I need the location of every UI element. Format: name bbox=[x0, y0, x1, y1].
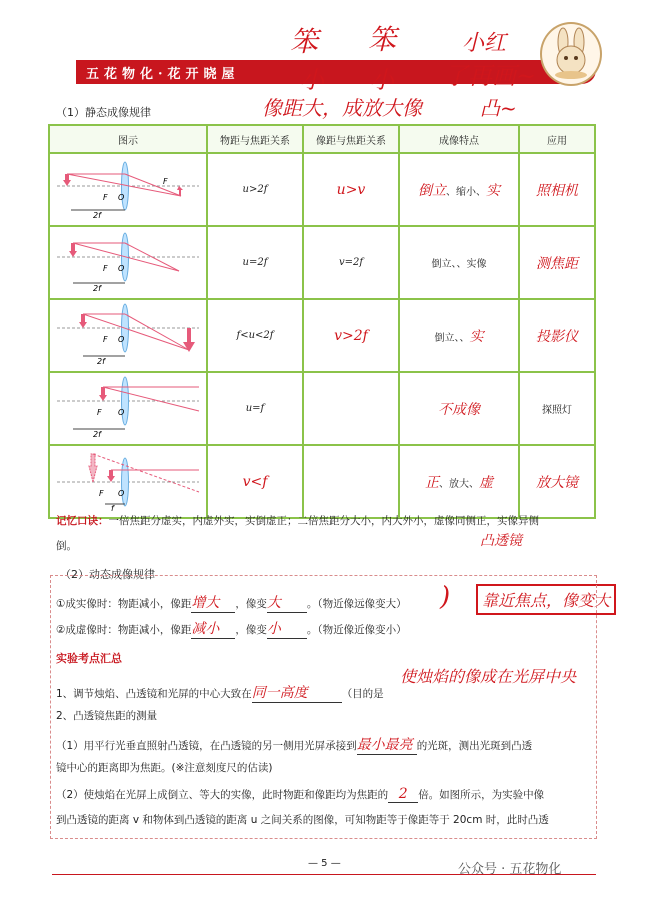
handwritten-answer: v<f bbox=[242, 473, 268, 490]
traits-cell bbox=[399, 372, 519, 445]
handwritten-answer: 大 bbox=[267, 592, 307, 613]
rabbit-logo-icon bbox=[540, 22, 602, 86]
svg-text:2f: 2f bbox=[97, 357, 105, 366]
svg-text:O: O bbox=[118, 264, 125, 273]
experiment-text: （目的是 bbox=[341, 688, 384, 700]
svg-text:2f: 2f bbox=[93, 430, 101, 439]
banner-title: 五花物化·花开晓屋 bbox=[86, 67, 240, 82]
handwritten-answer: 照相机 bbox=[536, 182, 578, 199]
experiment-text: 倍。如图所示，为实验中像 bbox=[418, 789, 545, 801]
use-cell bbox=[519, 299, 595, 372]
use-cell bbox=[519, 226, 595, 299]
svg-text:2f: 2f bbox=[93, 284, 101, 293]
svg-text:F: F bbox=[103, 193, 108, 202]
experiment-text: 的光斑，测出光斑到凸透 bbox=[416, 740, 533, 752]
svg-text:F: F bbox=[97, 408, 102, 417]
imaging-rules-table bbox=[48, 124, 596, 519]
handwritten-answer: 虚 bbox=[479, 474, 493, 491]
column-header: 成像特点 bbox=[399, 125, 519, 153]
handwritten-note: 凸透镜 bbox=[480, 533, 522, 549]
lens-diagram bbox=[49, 153, 207, 226]
handwritten-answer: 减小 bbox=[191, 618, 235, 639]
column-header: 图示 bbox=[49, 125, 207, 153]
image-distance-cell bbox=[303, 299, 399, 372]
handwritten-note: 像距大，成放大像 bbox=[262, 96, 422, 120]
page-number: — 5 — bbox=[308, 858, 341, 869]
object-distance-cell: u=f bbox=[207, 372, 303, 445]
object-distance-cell: u>2f bbox=[207, 153, 303, 226]
handwritten-note: 小 bbox=[370, 66, 394, 94]
svg-text:F: F bbox=[163, 177, 168, 186]
svg-text:f: f bbox=[111, 504, 114, 512]
mnemonic-text: 一倍焦距分虚实，内虚外实，实倒虚正；二倍焦距分大小，内大外小，虚像同侧正，实像异侧 bbox=[108, 515, 539, 527]
rule-text: 。（物近像远像变大） bbox=[306, 598, 407, 610]
svg-text:O: O bbox=[118, 489, 125, 498]
experiment-text: （2）使烛焰在光屏上成倒立、等大的实像，此时物距和像距均为焦距的 bbox=[56, 789, 389, 801]
watermark: 公众号 · 五花物化 bbox=[458, 862, 562, 877]
object-distance-cell: f<u<2f bbox=[207, 299, 303, 372]
handwritten-answer: 放大镜 bbox=[536, 474, 578, 491]
svg-text:F: F bbox=[99, 489, 104, 498]
rule-text: ②成虚像时：物距减小，像距 bbox=[56, 624, 192, 636]
handwritten-answer: 投影仪 bbox=[536, 328, 578, 345]
lens-diagram bbox=[49, 299, 207, 372]
column-header: 像距与焦距关系 bbox=[303, 125, 399, 153]
experiment-text: 1、调节烛焰、凸透镜和光屏的中心大致在 bbox=[56, 688, 252, 700]
handwritten-note: 小红 bbox=[462, 31, 507, 56]
experiment-line bbox=[56, 682, 384, 703]
table-header-row bbox=[49, 125, 595, 153]
rule-text: ，像变 bbox=[235, 624, 267, 636]
handwritten-answer: 倒立 bbox=[418, 182, 446, 199]
object-distance-cell: u=2f bbox=[207, 226, 303, 299]
handwritten-note: 凸~ bbox=[480, 96, 517, 120]
svg-text:F: F bbox=[103, 335, 108, 344]
table-row bbox=[49, 226, 595, 299]
traits-cell bbox=[399, 299, 519, 372]
traits-cell bbox=[399, 153, 519, 226]
traits-text: 、缩小、 bbox=[446, 186, 486, 198]
table-row bbox=[49, 299, 595, 372]
section-heading: （1）静态成像规律 bbox=[56, 106, 151, 119]
handwritten-note: 了再画~ bbox=[444, 62, 537, 90]
svg-text:O: O bbox=[118, 193, 125, 202]
svg-text:F: F bbox=[103, 264, 108, 273]
experiment-line bbox=[56, 786, 544, 803]
svg-text:O: O bbox=[118, 408, 125, 417]
handwritten-answer: 正 bbox=[425, 474, 439, 491]
svg-text:2f: 2f bbox=[93, 211, 101, 220]
svg-text:O: O bbox=[118, 335, 125, 344]
handwritten-note: 笨 bbox=[290, 25, 319, 58]
column-header: 应用 bbox=[519, 125, 595, 153]
experiment-line: 镜中心的距离即为焦距。(※注意刻度尺的估读) bbox=[56, 762, 273, 774]
traits-text: 、放大、 bbox=[439, 478, 479, 490]
column-header: 物距与焦距关系 bbox=[207, 125, 303, 153]
use-cell bbox=[519, 153, 595, 226]
handwritten-answer: 增大 bbox=[191, 592, 235, 613]
traits-cell bbox=[399, 226, 519, 299]
handwritten-answer: 同一高度 bbox=[252, 682, 342, 703]
use-cell: 探照灯 bbox=[519, 372, 595, 445]
experiment-text: （1）用平行光垂直照射凸透镜，在凸透镜的另一侧用光屏承接到 bbox=[56, 740, 357, 752]
handwritten-note: 靠近焦点，像变大 bbox=[476, 584, 616, 615]
traits-text: 倒立、、 bbox=[434, 332, 470, 344]
handwritten-note: 使烛焰的像成在光屏中央 bbox=[400, 667, 577, 686]
image-distance-cell bbox=[303, 372, 399, 445]
experiment-title: 实验考点汇总 bbox=[56, 652, 122, 665]
lens-diagram bbox=[49, 226, 207, 299]
handwritten-note: 笨 bbox=[368, 23, 397, 56]
image-distance-cell bbox=[303, 153, 399, 226]
image-distance-cell: v=2f bbox=[303, 226, 399, 299]
table-row bbox=[49, 153, 595, 226]
handwritten-answer: u>v bbox=[336, 181, 366, 198]
lens-diagram bbox=[49, 372, 207, 445]
rule-text: 。（物近像近像变小） bbox=[306, 624, 407, 636]
section-heading: （2）动态成像规律 bbox=[60, 568, 155, 581]
mnemonic-tail: 倒。 bbox=[56, 540, 77, 552]
handwritten-answer: 最小最亮 bbox=[357, 734, 417, 755]
handwritten-answer: 实 bbox=[486, 182, 500, 199]
table-row bbox=[49, 372, 595, 445]
handwritten-answer: v>2f bbox=[334, 327, 368, 344]
experiment-line: 到凸透镜的距离 v 和物体到凸透镜的距离 u 之间关系的图像，可知物距等于像距等于 20cm 时，此时凸透 bbox=[56, 814, 549, 826]
rule-text: ，像变 bbox=[235, 598, 267, 610]
bracket-mark: ) bbox=[440, 582, 451, 612]
experiment-line: 2、凸透镜焦距的测量 bbox=[56, 710, 158, 722]
handwritten-answer: 实 bbox=[469, 328, 484, 345]
traits-text: 倒立、、实像 bbox=[431, 259, 487, 270]
rule-text: ①成实像时：物距减小，像距 bbox=[56, 598, 192, 610]
handwritten-answer: 测焦距 bbox=[536, 255, 578, 272]
handwritten-note: 小 bbox=[300, 66, 324, 94]
handwritten-answer: 小 bbox=[267, 618, 307, 639]
mnemonic-label: 记忆口诀： bbox=[56, 515, 109, 527]
handwritten-answer: 2 bbox=[388, 786, 418, 803]
experiment-line bbox=[56, 734, 532, 755]
handwritten-answer: 不成像 bbox=[438, 401, 480, 418]
